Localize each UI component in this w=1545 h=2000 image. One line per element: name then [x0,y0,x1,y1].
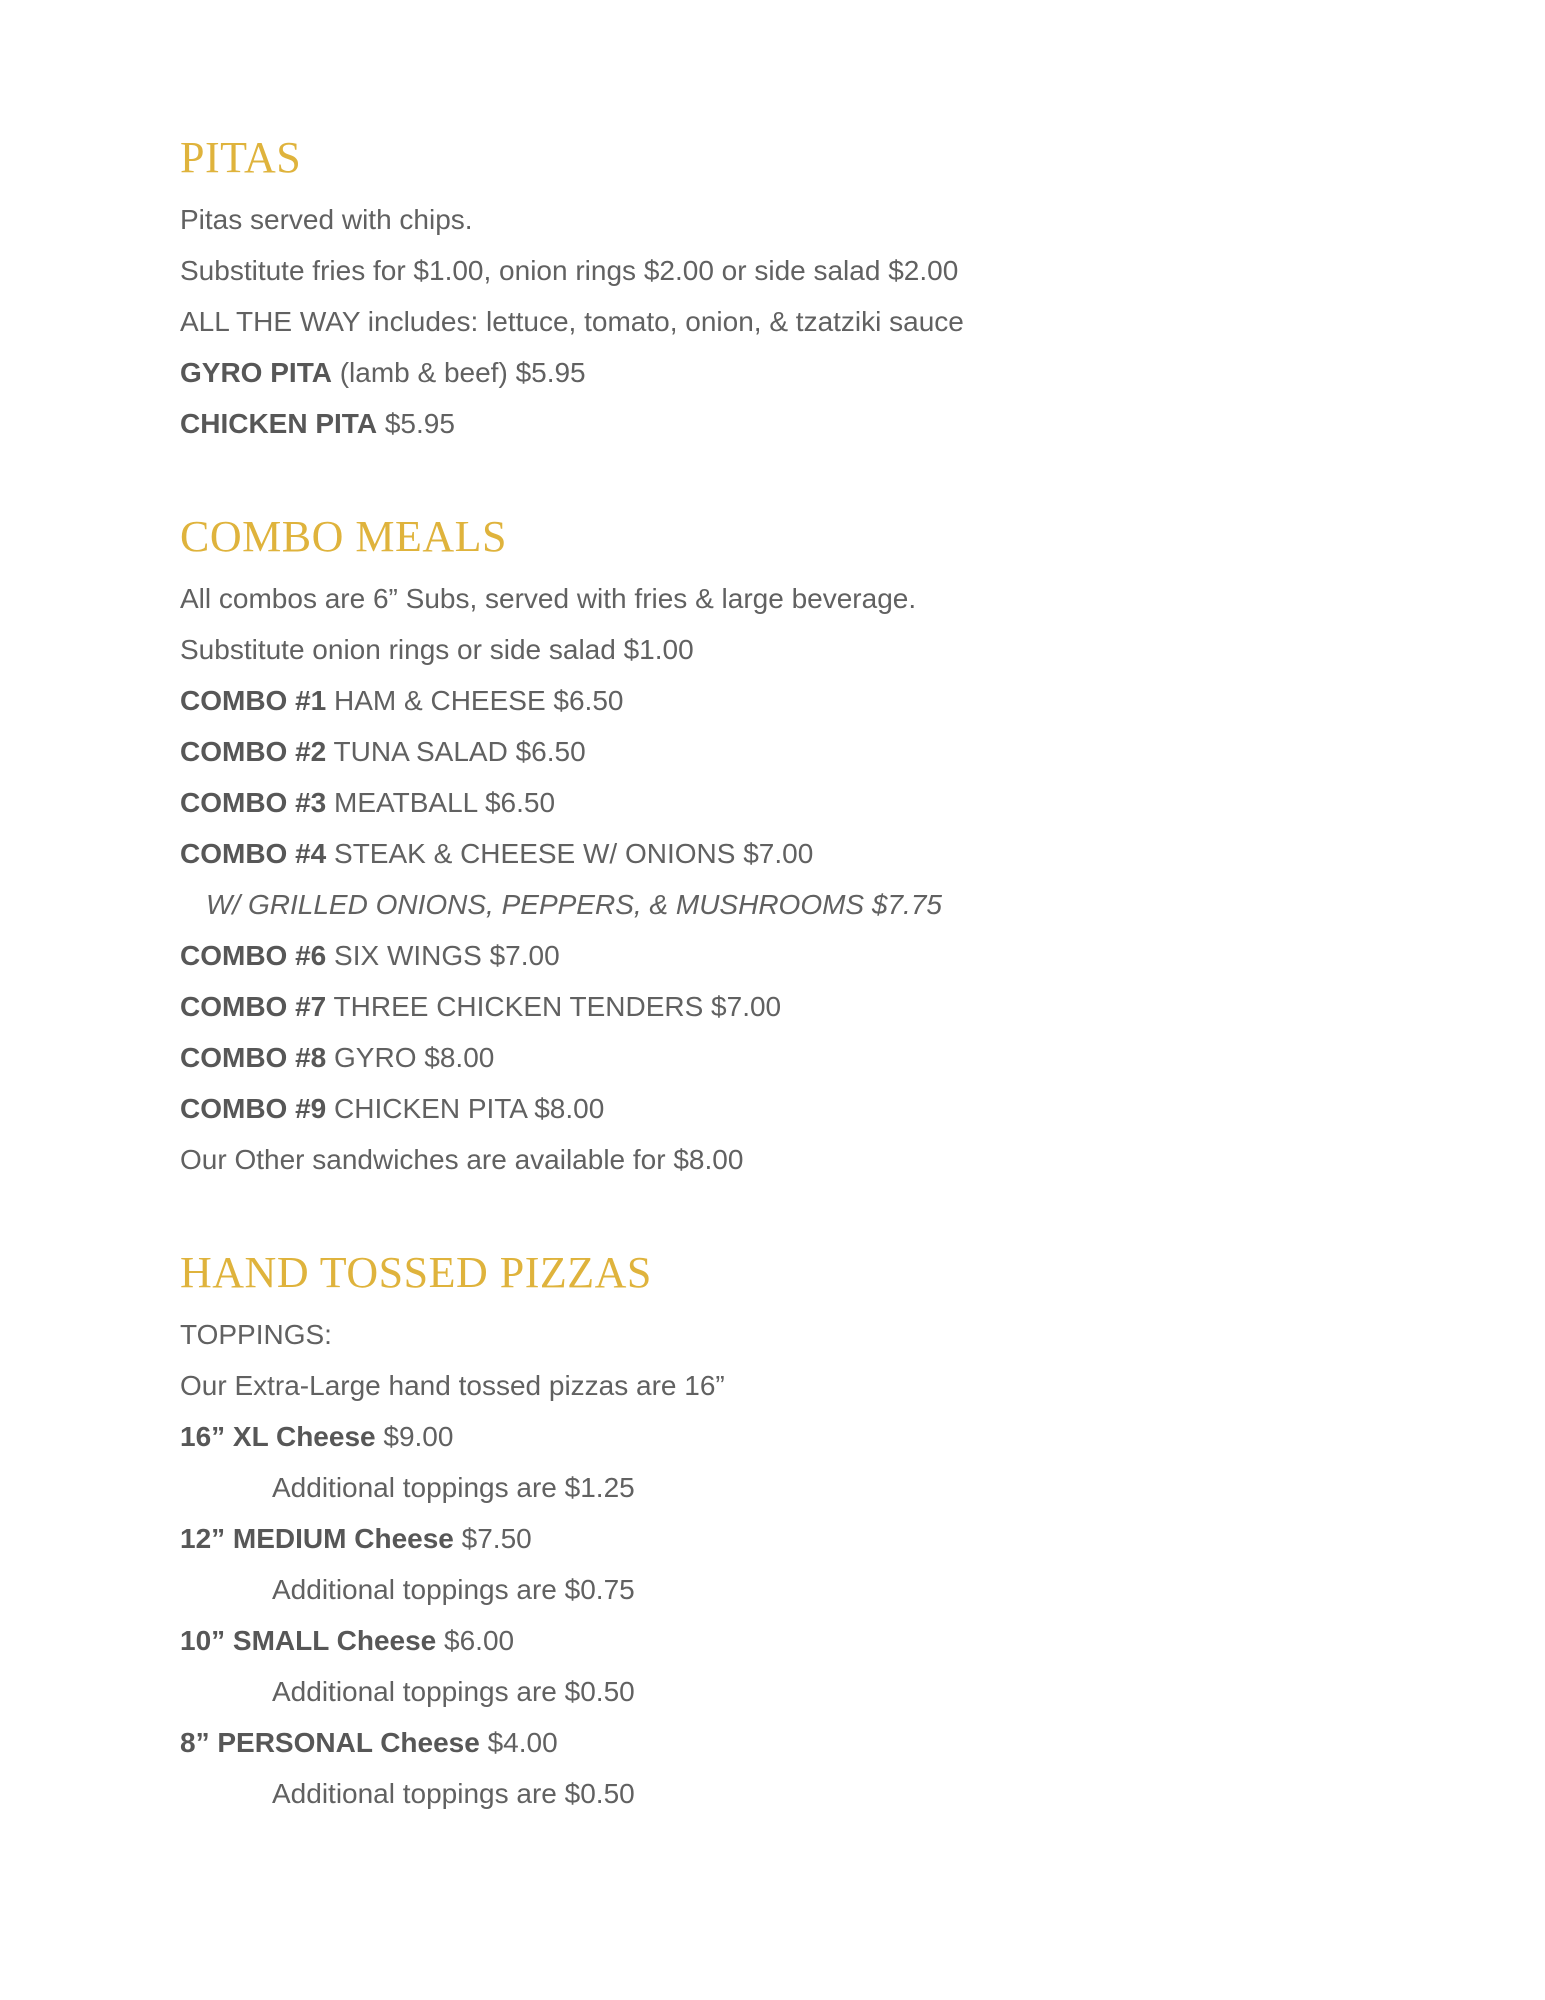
item-name: COMBO #9 [180,1093,327,1124]
menu-item-note: Additional toppings are $0.50 [272,1778,635,1809]
menu-note: Our Extra-Large hand tossed pizzas are 16” [180,1370,725,1401]
section-title-combo-meals: COMBO MEALS [180,512,507,561]
item-detail: GYRO $8.00 [326,1042,495,1073]
item-name: COMBO #3 [180,787,327,818]
section-title-hand-tossed-pizzas: HAND TOSSED PIZZAS [180,1248,652,1297]
menu-item [180,675,1465,726]
item-detail: $5.95 [377,408,455,439]
menu-item-note: Additional toppings are $1.25 [272,1472,635,1503]
menu-item [180,726,1465,777]
menu-item-note: Additional toppings are $0.50 [272,1676,635,1707]
item-name: COMBO #2 [180,736,327,767]
item-name: 8” PERSONAL Cheese [180,1727,480,1758]
item-detail: THREE CHICKEN TENDERS $7.00 [326,991,782,1022]
item-detail: $9.00 [375,1421,454,1452]
menu-note: Pitas served with chips. [180,204,473,235]
menu-item-note: Additional toppings are $0.75 [272,1574,635,1605]
item-detail: CHICKEN PITA $8.00 [326,1093,605,1124]
item-name: 10” SMALL Cheese [180,1625,437,1656]
section-pitas [180,134,1465,449]
item-name: CHICKEN PITA [180,408,378,439]
item-name: COMBO #6 [180,940,327,971]
menu-note: Substitute onion rings or side salad $1.00 [180,634,694,665]
item-name: COMBO #8 [180,1042,327,1073]
menu-item [180,1513,1465,1564]
menu-item [180,930,1465,981]
item-name: COMBO #1 [180,685,327,716]
menu-note: Our Other sandwiches are available for $8.00 [180,1144,744,1175]
item-name: 16” XL Cheese [180,1421,376,1452]
item-detail: $4.00 [479,1727,558,1758]
item-detail: (lamb & beef) $5.95 [331,357,586,388]
item-detail: $7.50 [453,1523,532,1554]
menu-item [180,828,1465,879]
menu-item [180,398,1465,449]
menu-item [180,981,1465,1032]
item-detail: SIX WINGS $7.00 [326,940,560,971]
menu-note: All combos are 6” Subs, served with fries & large beverage. [180,583,917,614]
item-detail: MEATBALL $6.50 [326,787,556,818]
menu-item [180,347,1465,398]
item-name: COMBO #4 [180,838,327,869]
menu-item [180,1615,1465,1666]
section-hand-tossed-pizzas [180,1249,1465,1819]
item-name: GYRO PITA [180,357,332,388]
menu-note: ALL THE WAY includes: lettuce, tomato, onion, & tzatziki sauce [180,306,964,337]
menu-note: Substitute fries for $1.00, onion rings $2.00 or side salad $2.00 [180,255,959,286]
menu-note: TOPPINGS: [180,1319,332,1350]
item-detail: HAM & CHEESE $6.50 [326,685,624,716]
menu-item [180,1717,1465,1768]
menu-item [180,1032,1465,1083]
menu-item-variant: W/ GRILLED ONIONS, PEPPERS, & MUSHROOMS $7.75 [206,889,942,920]
menu-item [180,1411,1465,1462]
section-title-pitas: PITAS [180,133,302,182]
item-detail: STEAK & CHEESE W/ ONIONS $7.00 [326,838,814,869]
item-detail: $6.00 [436,1625,515,1656]
menu-item [180,777,1465,828]
section-combo-meals [180,513,1465,1185]
item-detail: TUNA SALAD $6.50 [326,736,586,767]
item-name: 12” MEDIUM Cheese [180,1523,454,1554]
menu-item [180,1083,1465,1134]
item-name: COMBO #7 [180,991,327,1022]
